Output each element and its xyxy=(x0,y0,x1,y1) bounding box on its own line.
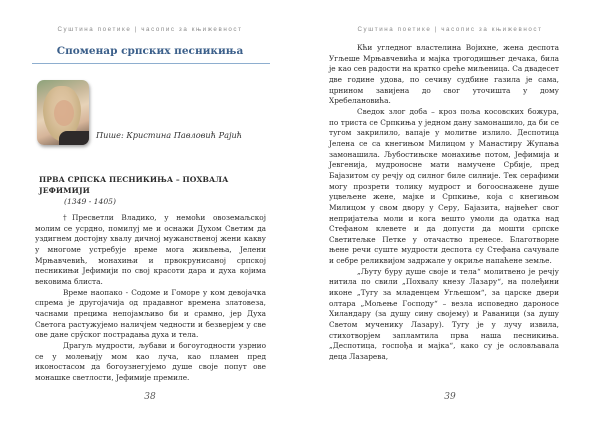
paragraph: Кћи угледног властелина Војихне, жена деспота Угљеше Мрњавчевића и мајка трогодишњег дечака, била је као сев радости на кратко среће миљеница. Са двадесет две године удова, по сечиву судбине газила је сама, црнином завијена до свог уточишта у дому Хребелановића. xyxy=(329,43,559,106)
right-body-text xyxy=(329,43,559,363)
page-number-right: 39 xyxy=(444,392,456,402)
left-body-text xyxy=(35,213,266,384)
photo-shirt xyxy=(59,131,89,145)
photo-face xyxy=(54,100,74,126)
title-underline xyxy=(32,63,270,64)
right-page xyxy=(300,0,600,425)
paragraph: †Пресветли Владико, у немоћи овоземаљској молим се усрдно, помилуј ме и оснажи Духом Светим да уздигнем достојну хвалу дичној мужанственој жени какву у многоме устребује време мога живљења, Јелени Мрњавчевић, монахињи и првокрунисаној српској песникињи Јефимији по свој красоти дара и духа којима вековима блиста. xyxy=(35,213,266,286)
paragraph: Драгуљ мудрости, љубави и богоугодности узрнио се у молењију мом као луча, као пламен пред иконостасом да богоузнегујемо душе своје попут ове монашке светлости, Јефимије премиле. xyxy=(35,340,266,382)
paragraph: Време наопако - Содоме и Гоморе у ком девојачка спрема је другојачија од прадавног времена златовеза, часнами прецима непојамљиво би и срамно, јер Духа Светога растужујемо наличјем чедности и безверјем у све ове дане срӯског пострадања духа и тела. xyxy=(35,287,266,340)
life-dates: (1349 - 1405) xyxy=(64,197,116,206)
byline: Пише: Кристина Павловић Рајић xyxy=(96,130,243,140)
running-head: Суштина поетике | часопис за књижевност xyxy=(357,26,543,33)
author-photo xyxy=(37,80,89,145)
paragraph: „Љуту буру душе своје и тела“ молитвено је речју нитила по свили „Похвалу кнезу Лазару“, на полеђини иконе „Тугу за младенцем Угљешом“, за царске двери олтара „Мољење Господу“ – везла исповедно дароносе Хиландару (за душу сину својему) и Раваници (за душу Светом мученику Лазару). Тугу је у лучу извила, стихотворјем запламтила прва наша песникиња. „Деспотица, госпођа и мајка“, како су је ословљавала деца Лазарева, xyxy=(329,266,559,362)
section-heading: ПРВА СРПСКА ПЕСНИКИЊА – ПОХВАЛА ЈЕФИМИЈИ xyxy=(39,175,229,195)
page-number-left: 38 xyxy=(144,392,156,402)
paragraph: Сведок злог доба – кроз поља косовских божура, по триста се Српкиња у једном дану замонашило, да би се тугом закрилило, вапаје у молитве излило. Деспотица Јелена се са кнегињом Милицом у Манастиру Жупања замонашила. Љубостињске монахиње потом, Јефимија и Јевгенија, мудроносне мати намучене Србије, пред Бајазитом су речју од силног биле силније. Тек серафими могу прозрети толику мудрост и богооснажене душе уцвељене жене, мајке и Српкиње, која с кнегињом Милицом у свом двору у Серу, Бајазита, највећег свог непријатеља моли и кога вешто умоли да одатка над Стефаном клевете и да допусти да мошти српске Светитељке Петке у отачаство пренесе. Благотворне њене речи суште мудрости деспота су Стефана сачувале и себре реликвијом задржале у окриље напаћене земље. xyxy=(329,106,559,266)
running-head: Суштина поетике | часопис за књижевност xyxy=(57,26,243,33)
page-title: Споменар српских песникиња xyxy=(56,45,244,57)
